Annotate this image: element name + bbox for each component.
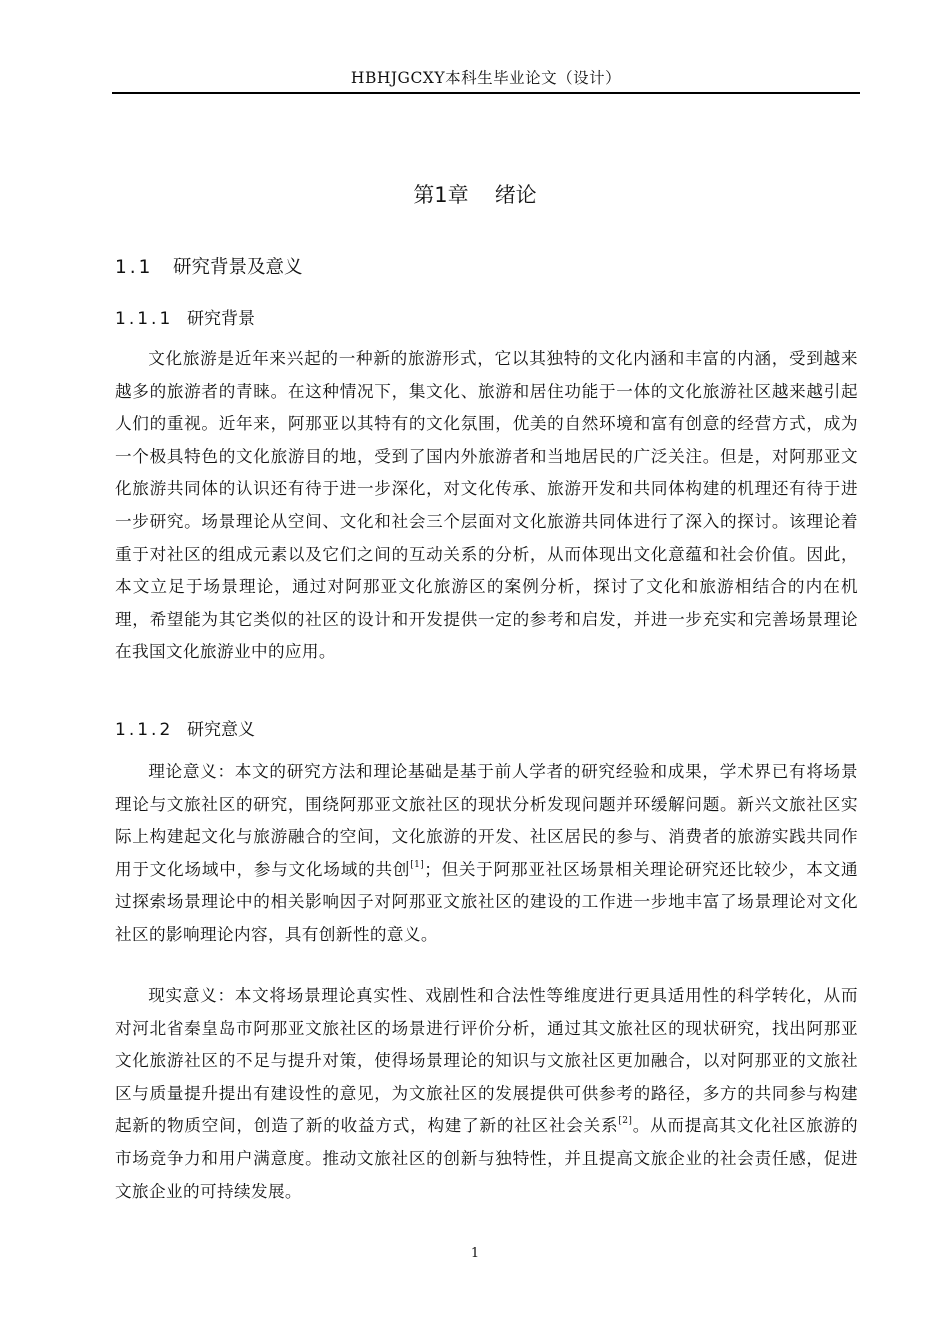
section-heading-1-1 (115, 253, 303, 283)
page-footer (0, 1244, 950, 1264)
theory-text-part1: 理论意义：本文的研究方法和理论基础是基于前人学者的研究经验和成果，学术界已有将场景理论与文旅社区的研究，围绕阿那亚文旅社区的现状分析发现问题并环缓解问题。新兴文旅社区实际上构建起文化与旅游融合的空间，文化旅游的开发、社区居民的参与、消费者的旅游实践共同作用于文化场域中，参与文化场域的共创 (115, 762, 858, 879)
subsection-heading-1-1-2 (115, 715, 255, 745)
background-paragraph: 文化旅游是近年来兴起的一种新的旅游形式，它以其独特的文化内涵和丰富的内涵，受到越来越多的旅游者的青睐。在这种情况下，集文化、旅游和居住功能于一体的文化旅游社区越来越引起人们的重视。近年来，阿那亚以其特有的文化氛围，优美的自然环境和富有创意的经营方式，成为一个极具特色的文化旅游目的地，受到了国内外旅游者和当地居民的广泛关注。但是，对阿那亚文化旅游共同体的认识还有待于进一步深化，对文化传承、旅游开发和共同体构建的机理还有待于进一步研究。场景理论从空间、文化和社会三个层面对文化旅游共同体进行了深入的探讨。该理论着重于对社区的组成元素以及它们之间的互动关系的分析，从而体现出文化意蕴和社会价值。因此，本文立足于场景理论，通过对阿那亚文化旅游区的案例分析，探讨了文化和旅游相结合的内在机理，希望能为其它类似的社区的设计和开发提供一定的参考和启发，并进一步充实和完善场景理论在我国文化旅游业中的应用。 (115, 349, 858, 662)
theory-text-part2: ；但关于阿那亚社区场景相关理论研究还比较少，本文通过探索场景理论中的相关影响因子对阿那亚文旅社区的建设的工作进一步地丰富了场景理论对文化社区的影响理论内容，具有创新性的意义。 (115, 859, 858, 944)
citation-1: [1] (410, 859, 425, 870)
practice-text-part2: 。从而提高其文化社区旅游的市场竞争力和用户满意度。推动文旅社区的创新与独特性，并且提高文旅企业的社会责任感，促进文旅企业的可持续发展。 (115, 1116, 858, 1201)
chapter-title: 绪论 (494, 183, 537, 207)
section-title: 研究背景及意义 (173, 257, 303, 278)
subsection-title: 研究背景 (187, 309, 255, 329)
subsection-number: 1.1.1 (115, 309, 174, 329)
practice-text-part1: 现实意义：本文将场景理论真实性、戏剧性和合法性等维度进行更具适用性的科学转化，从而对河北省秦皇岛市阿那亚文旅社区的场景进行评价分析，通过其文旅社区的现状研究，找出阿那亚文化旅游社区的不足与提升对策，使得场景理论的知识与文旅社区更加融合，以对阿那亚的文旅社区与质量提升提出有建设性的意见，为文旅社区的发展提供可供参考的路径，多方的共同参与构建起新的物质空间，创造了新的收益方式，构建了新的社区社会关系 (115, 986, 858, 1136)
page-header (112, 64, 860, 94)
practical-significance-paragraph (115, 980, 858, 1208)
subsection-title: 研究意义 (187, 720, 255, 740)
subsection-number: 1.1.2 (115, 720, 174, 740)
page-number: 1 (470, 1246, 480, 1261)
chapter-number: 第1章 (413, 183, 469, 207)
citation-2: [2] (618, 1116, 633, 1127)
section-number: 1.1 (115, 257, 154, 278)
subsection-heading-1-1-1 (115, 304, 255, 334)
header-title: HBHJGCXY本科生毕业论文（设计） (350, 69, 622, 87)
chapter-heading (0, 178, 950, 212)
theory-significance-paragraph (115, 756, 858, 952)
